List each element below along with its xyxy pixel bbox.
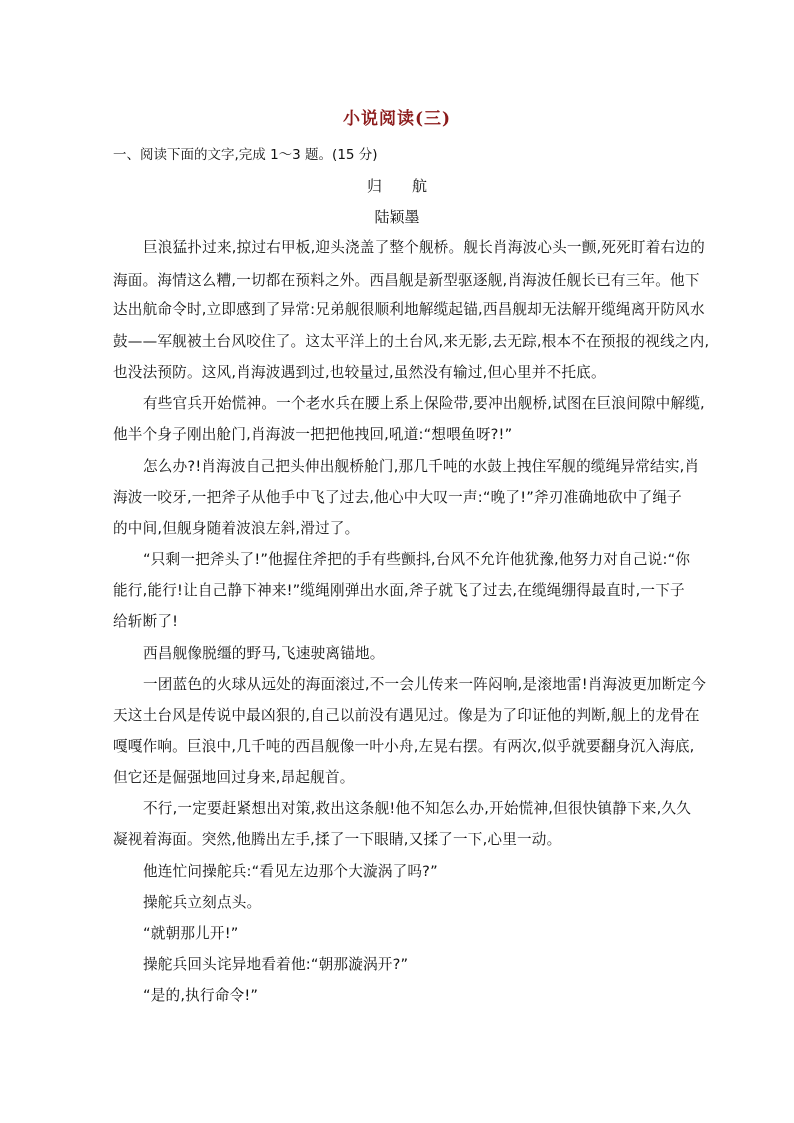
text-line: 有些官兵开始慌神。一个老水兵在腰上系上保险带,要冲出舰桥,试图在巨浪间隙中解缆,	[143, 395, 705, 412]
text-line: 也没法预防。这风,肖海波遇到过,也较量过,虽然没有输过,但心里并不托底。	[113, 364, 606, 381]
text-line: 但它还是倔强地回过身来,昂起舰首。	[113, 769, 355, 786]
story-title: 归 航	[366, 177, 427, 195]
text-line: “是的,执行命令!”	[143, 987, 259, 1004]
text-line: 凝视着海面。突然,他腾出左手,揉了一下眼睛,又揉了一下,心里一动。	[113, 831, 562, 848]
question-instruction: 一、阅读下面的文字,完成 1～3 题。(15 分)	[113, 147, 378, 163]
text-line: 西昌舰像脱缰的野马,飞速驶离锚地。	[143, 645, 385, 662]
text-line: 一团蓝色的火球从远处的海面滚过,不一会儿传来一阵闷响,是滚地雷!肖海波更加断定今	[143, 676, 707, 693]
text-line: 嘎嘎作响。巨浪中,几千吨的西昌舰像一叶小舟,左晃右摆。有两次,似乎就要翻身沉入海底,	[113, 738, 695, 755]
section-title: 小说阅读(三)	[342, 109, 452, 129]
text-line: 他半个身子刚出舱门,肖海波一把把他拽回,吼道:“想喂鱼呀?!”	[113, 426, 513, 443]
text-line: 海面。海情这么糟,一切都在预料之外。西昌舰是新型驱逐舰,肖海波任舰长已有三年。他下	[113, 272, 700, 289]
text-line: “只剩一把斧头了!”他握住斧把的手有些颤抖,台风不允许他犹豫,他努力对自己说:“你	[143, 551, 691, 568]
text-line: 给斩断了!	[113, 613, 179, 630]
story-author: 陆颖墨	[374, 208, 420, 226]
text-line: “就朝那儿开!”	[143, 925, 239, 942]
text-line: 鼓——军舰被土台风咬住了。这太平洋上的土台风,来无影,去无踪,根本不在预报的视线之内,	[113, 333, 710, 350]
text-line: 的中间,但舰身随着波浪左斜,滑过了。	[113, 520, 360, 537]
text-line: 不行,一定要赶紧想出对策,救出这条舰!他不知怎么办,开始慌神,但很快镇静下来,久久	[143, 800, 692, 817]
text-line: 达出航命令时,立即感到了异常:兄弟舰很顺利地解缆起锚,西昌舰却无法解开缆绳离开防风水	[113, 301, 705, 318]
text-line: 他连忙问操舵兵:“看见左边那个大漩涡了吗?”	[143, 863, 438, 880]
text-line: 能行,能行!让自己静下神来!”缆绳刚弹出水面,斧子就飞了过去,在缆绳绷得最直时,一下子	[113, 582, 685, 599]
text-line: 海波一咬牙,一把斧子从他手中飞了过去,他心中大叹一声:“晚了!”斧刃准确地砍中了绳子	[113, 489, 682, 506]
text-line: 天这土台风是传说中最凶狠的,自己以前没有遇见过。像是为了印证他的判断,舰上的龙骨在	[113, 707, 700, 724]
text-line: 巨浪猛扑过来,掠过右甲板,迎头浇盖了整个舰桥。舰长肖海波心头一颤,死死盯着右边的	[143, 239, 705, 256]
text-line: 操舵兵回头诧异地看着他:“朝那漩涡开?”	[143, 956, 409, 973]
text-line: 怎么办?!肖海波自己把头伸出舰桥舱门,那几千吨的水鼓上拽住军舰的缆绳异常结实,肖	[143, 458, 700, 475]
text-line: 操舵兵立刻点头。	[143, 894, 262, 911]
